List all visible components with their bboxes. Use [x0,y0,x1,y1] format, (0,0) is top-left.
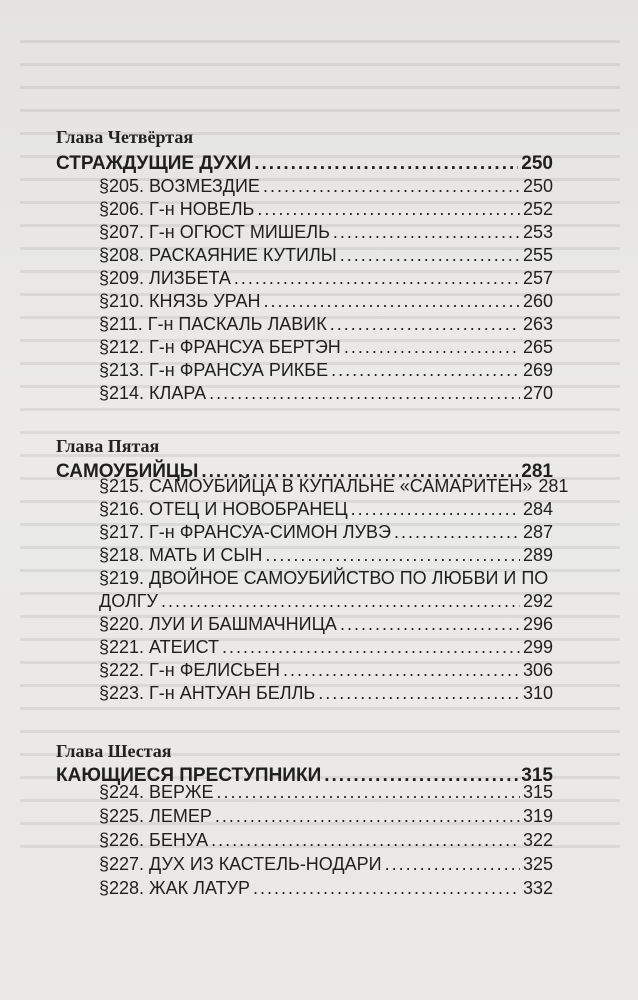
page-number: 306 [522,660,553,680]
dot-leader [161,591,520,612]
section-title: §217. Г-н ФРАНСУА-СИМОН ЛУВЭ [99,522,391,542]
page-number: 296 [522,614,553,634]
dot-leader [263,176,520,197]
page-number: 250 [521,153,553,174]
page-number: 281 [521,461,553,482]
section-line [99,268,553,289]
section-title: §219. ДВОЙНОЕ САМОУБИЙСТВО ПО ЛЮБВИ И ПО [99,568,549,588]
section-line [99,476,569,497]
dot-leader [351,499,520,520]
section-line [99,660,553,681]
page-number: 315 [521,765,553,786]
section-line [99,568,553,589]
section-title: §212. Г-н ФРАНСУА БЕРТЭН [99,337,341,357]
section-title: §227. ДУХ ИЗ КАСТЕЛЬ-НОДАРИ [99,854,382,874]
section-title: §218. МАТЬ И СЫН [99,545,263,565]
section-title: §225. ЛЕМЕР [99,806,212,826]
page-number: 252 [522,199,553,219]
section-line [99,683,553,704]
dot-leader [234,268,520,289]
section-line [99,222,553,243]
section-title: §206. Г-н НОВЕЛЬ [99,199,255,219]
section-title: §222. Г-н ФЕЛИСЬЕН [99,660,280,680]
page-number: 289 [522,545,553,565]
page-number: 284 [522,499,553,519]
section-title: §214. КЛАРА [99,383,207,403]
page-number: 260 [522,291,553,311]
section-line [99,637,553,658]
page-number: 299 [522,637,553,657]
dot-leader [385,854,520,875]
section-line [99,176,553,197]
page-number: 322 [522,830,553,850]
section-line [99,499,553,520]
page-number: 265 [522,337,553,357]
page-number: 270 [522,383,553,403]
dot-leader [222,637,520,658]
section-title: §224. ВЕРЖЕ [99,782,214,802]
section-line [99,337,553,358]
section-line [99,545,553,566]
section-title: §207. Г-н ОГЮСТ МИШЕЛЬ [99,222,330,242]
page-number: 319 [522,806,553,826]
section-line [99,854,553,875]
dot-leader [344,337,520,358]
dot-leader [331,360,520,381]
page-number: 250 [522,176,553,196]
dot-leader [211,830,520,851]
section-title: §209. ЛИЗБЕТА [99,268,231,288]
dot-leader [394,522,520,543]
chapter-title: САМОУБИЙЦЫ [56,461,199,482]
section-title: §221. АТЕИСТ [99,637,219,657]
dot-leader [209,383,520,404]
page-number: 269 [522,360,553,380]
page-number: 263 [522,314,553,334]
dot-leader [257,199,520,220]
dot-leader [254,153,518,175]
chapter-title-line [56,153,553,175]
chapter-label: Глава Шестая [56,741,172,761]
section-line [99,360,553,381]
page-number: 255 [522,245,553,265]
page-number: 292 [522,591,553,611]
page-number: 325 [522,854,553,874]
dot-leader [340,614,520,635]
section-line [99,522,553,543]
dot-leader [217,782,520,803]
dot-leader [318,683,520,704]
section-line [99,291,553,312]
section-line [99,782,553,803]
page-number: 310 [522,683,553,703]
dot-leader [340,245,520,266]
page-number: 332 [522,878,553,898]
section-line [99,830,553,851]
section-title: §216. ОТЕЦ И НОВОБРАНЕЦ [99,499,348,519]
section-title: §215. САМОУБИЙЦА В КУПАЛЬНЕ «САМАРИТЕН» [99,476,533,496]
chapter-title: СТРАЖДУЩИЕ ДУХИ [56,153,252,174]
page-number: 287 [522,522,553,542]
section-line [99,878,553,899]
section-title: §223. Г-н АНТУАН БЕЛЛЬ [99,683,316,703]
section-line [99,314,553,335]
section-title: §220. ЛУИ И БАШМАЧНИЦА [99,614,337,634]
section-title: §205. ВОЗМЕЗДИЕ [99,176,260,196]
section-title: §210. КНЯЗЬ УРАН [99,291,261,311]
chapter-label: Глава Четвёртая [56,127,194,147]
section-line [99,614,553,635]
dot-leader [265,545,520,566]
section-line [99,806,553,827]
section-title-continued: ДОЛГУ [99,591,158,611]
section-title: §226. БЕНУА [99,830,209,850]
dot-leader [330,314,520,335]
section-line-continued [99,591,553,612]
section-title: §208. РАСКАЯНИЕ КУТИЛЫ [99,245,337,265]
chapter-label: Глава Пятая [56,436,160,456]
page-number: 281 [538,476,569,496]
dot-leader [215,806,520,827]
section-title: §228. ЖАК ЛАТУР [99,878,251,898]
section-line [99,245,553,266]
section-line [99,199,553,220]
section-title: §211. Г-н ПАСКАЛЬ ЛАВИК [99,314,327,334]
page-number: 253 [522,222,553,242]
section-line [99,383,553,404]
dot-leader [263,291,519,312]
dot-leader [283,660,520,681]
dot-leader [253,878,520,899]
chapter-title: КАЮЩИЕСЯ ПРЕСТУПНИКИ [56,765,322,786]
dot-leader [333,222,520,243]
page-number: 315 [522,782,553,802]
section-title: §213. Г-н ФРАНСУА РИКБЕ [99,360,329,380]
page-number: 257 [522,268,553,288]
